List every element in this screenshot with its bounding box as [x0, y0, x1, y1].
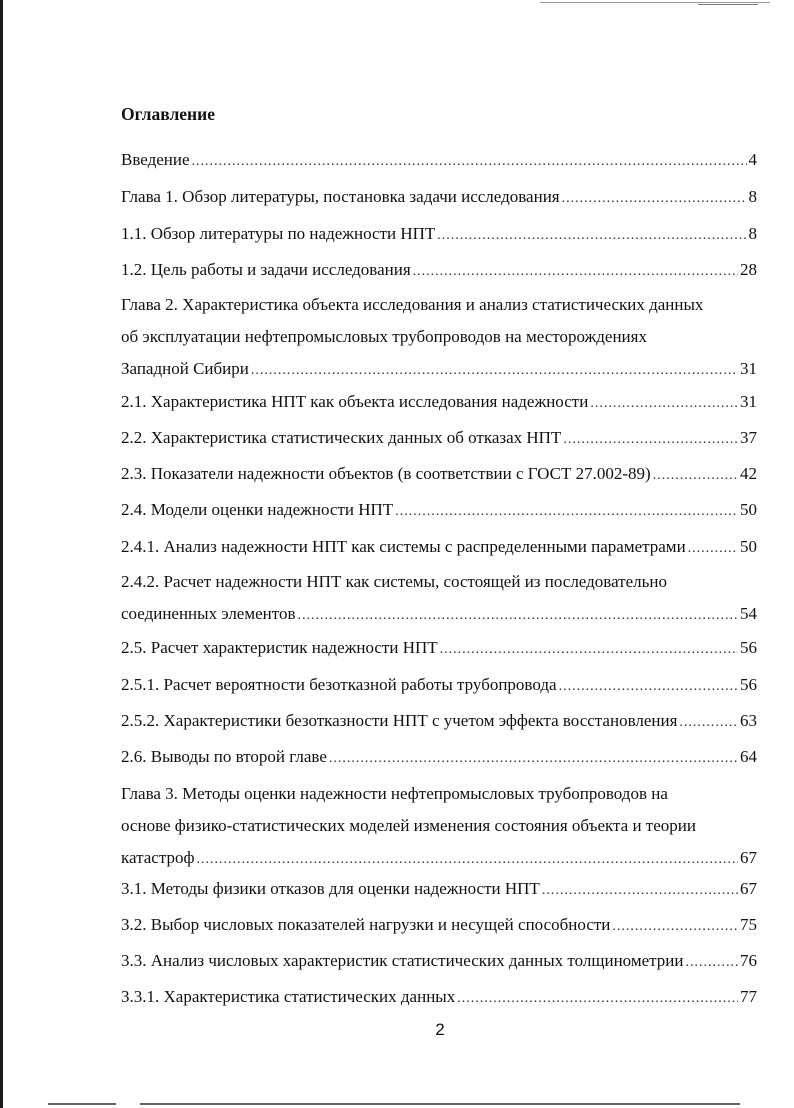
- toc-entry-2-4-2[interactable]: [121, 566, 757, 630]
- entry-page: 42: [740, 464, 757, 483]
- toc-entry-2-4[interactable]: [121, 494, 757, 526]
- dot-leader: [192, 146, 747, 178]
- entry-page: 28: [740, 260, 757, 279]
- entry-page: 31: [740, 392, 757, 411]
- dot-leader: [562, 183, 747, 215]
- entry-page: 67: [740, 848, 757, 867]
- entry-text-line-2: об эксплуатации нефтепромысловых трубопроводов на месторождениях: [121, 327, 647, 346]
- toc-entry-1-2[interactable]: [121, 254, 757, 286]
- entry-text: 1.1. Обзор литературы по надежности НПТ: [121, 224, 436, 243]
- entry-text-line-2: основе физико-статистических моделей изменения состояния объекта и теории: [121, 816, 696, 835]
- scan-edge-top: [540, 2, 770, 3]
- toc-entry-introduction[interactable]: [121, 144, 757, 176]
- entry-page: 56: [740, 638, 757, 657]
- dot-leader: [590, 388, 738, 420]
- toc-entry-1-1[interactable]: [121, 218, 757, 250]
- entry-page: 31: [740, 359, 757, 378]
- entry-text-line-3: катастроф: [121, 848, 195, 867]
- dot-leader: [612, 911, 738, 943]
- page-number: 2: [435, 1020, 445, 1039]
- toc-entry-2-3[interactable]: [121, 458, 757, 490]
- dot-leader: [413, 256, 738, 288]
- entry-page: 77: [740, 987, 757, 1006]
- toc-entry-chapter-2[interactable]: [121, 289, 757, 385]
- entry-text: 2.1. Характеристика НПТ как объекта исследования надежности: [121, 392, 589, 411]
- entry-page: 8: [748, 224, 757, 243]
- entry-text: 3.3.1. Характеристика статистических данных: [121, 987, 456, 1006]
- entry-text: 2.4.1. Анализ надежности НПТ как системы с распределенными параметрами: [121, 537, 686, 556]
- dot-leader: [685, 947, 738, 979]
- entry-text: 2.6. Выводы по второй главе: [121, 747, 327, 766]
- entry-page: 63: [740, 711, 757, 730]
- toc-entry-3-3-1[interactable]: [121, 981, 757, 1013]
- scan-edge-bottom-right: [140, 1103, 740, 1105]
- toc-entry-2-5-2[interactable]: [121, 705, 757, 737]
- toc-entry-2-6[interactable]: [121, 741, 757, 773]
- dot-leader: [679, 707, 738, 739]
- toc-entry-2-5-1[interactable]: [121, 669, 757, 701]
- entry-text-line-1: Глава 2. Характеристика объекта исследования и анализ статистических данных: [121, 295, 704, 314]
- entry-page: 64: [740, 747, 757, 766]
- dot-leader: [297, 600, 738, 632]
- dot-leader: [197, 844, 739, 876]
- entry-page: 50: [740, 500, 757, 519]
- scan-edge-left: [0, 0, 3, 1108]
- dot-leader: [653, 460, 738, 492]
- dot-leader: [329, 743, 738, 775]
- entry-text: 2.5. Расчет характеристик надежности НПТ: [121, 638, 438, 657]
- entry-text: 3.3. Анализ числовых характеристик статистических данных толщинометрии: [121, 951, 684, 970]
- entry-text: Глава 1. Обзор литературы, постановка задачи исследования: [121, 187, 560, 206]
- dot-leader: [559, 671, 738, 703]
- entry-page: 54: [740, 604, 757, 623]
- toc-entry-3-2[interactable]: [121, 909, 757, 941]
- entry-page: 4: [748, 150, 757, 169]
- entry-page: 67: [740, 879, 757, 898]
- dot-leader: [542, 875, 738, 907]
- scan-edge-bottom-left: [48, 1103, 116, 1105]
- entry-text-line-1: 2.4.2. Расчет надежности НПТ как системы, состоящей из последовательно: [121, 572, 667, 591]
- dot-leader: [437, 220, 746, 252]
- toc-entry-2-4-1[interactable]: [121, 531, 757, 563]
- entry-page: 56: [740, 675, 757, 694]
- entry-text: 3.1. Методы физики отказов для оценки надежности НПТ: [121, 879, 540, 898]
- entry-text: 3.2. Выбор числовых показателей нагрузки и несущей способности: [121, 915, 611, 934]
- toc-entry-3-3[interactable]: [121, 945, 757, 977]
- entry-text: 2.4. Модели оценки надежности НПТ: [121, 500, 394, 519]
- entry-text-line-2: соединенных элементов: [121, 604, 296, 623]
- dot-leader: [395, 496, 738, 528]
- toc-entry-2-1[interactable]: [121, 386, 757, 418]
- entry-text: 1.2. Цель работы и задачи исследования: [121, 260, 411, 279]
- dot-leader: [440, 634, 738, 666]
- entry-text-line-1: Глава 3. Методы оценки надежности нефтепромысловых трубопроводов на: [121, 784, 668, 803]
- toc-entry-2-2[interactable]: [121, 422, 757, 454]
- entry-page: 37: [740, 428, 757, 447]
- toc-title: Оглавление: [121, 104, 215, 124]
- toc-entry-3-1[interactable]: [121, 873, 757, 905]
- dot-leader: [688, 533, 738, 565]
- entry-page: 75: [740, 915, 757, 934]
- toc-entry-chapter-3[interactable]: [121, 778, 757, 874]
- entry-text: 2.2. Характеристика статистических данных об отказах НПТ: [121, 428, 562, 447]
- entry-text: 2.3. Показатели надежности объектов (в соответствии с ГОСТ 27.002-89): [121, 464, 651, 483]
- entry-page: 76: [740, 951, 757, 970]
- entry-page: 8: [748, 187, 757, 206]
- entry-page: 50: [740, 537, 757, 556]
- scan-edge-top-2: [698, 4, 758, 5]
- toc-entry-2-5[interactable]: [121, 632, 757, 664]
- entry-text-line-3: Западной Сибири: [121, 359, 249, 378]
- entry-text: 2.5.1. Расчет вероятности безотказной работы трубопровода: [121, 675, 557, 694]
- dot-leader: [457, 983, 738, 1015]
- entry-text: Введение: [121, 150, 190, 169]
- dot-leader: [251, 355, 738, 387]
- entry-text: 2.5.2. Характеристики безотказности НПТ с учетом эффекта восстановления: [121, 711, 678, 730]
- toc-entry-chapter-1[interactable]: [121, 181, 757, 213]
- dot-leader: [563, 424, 738, 456]
